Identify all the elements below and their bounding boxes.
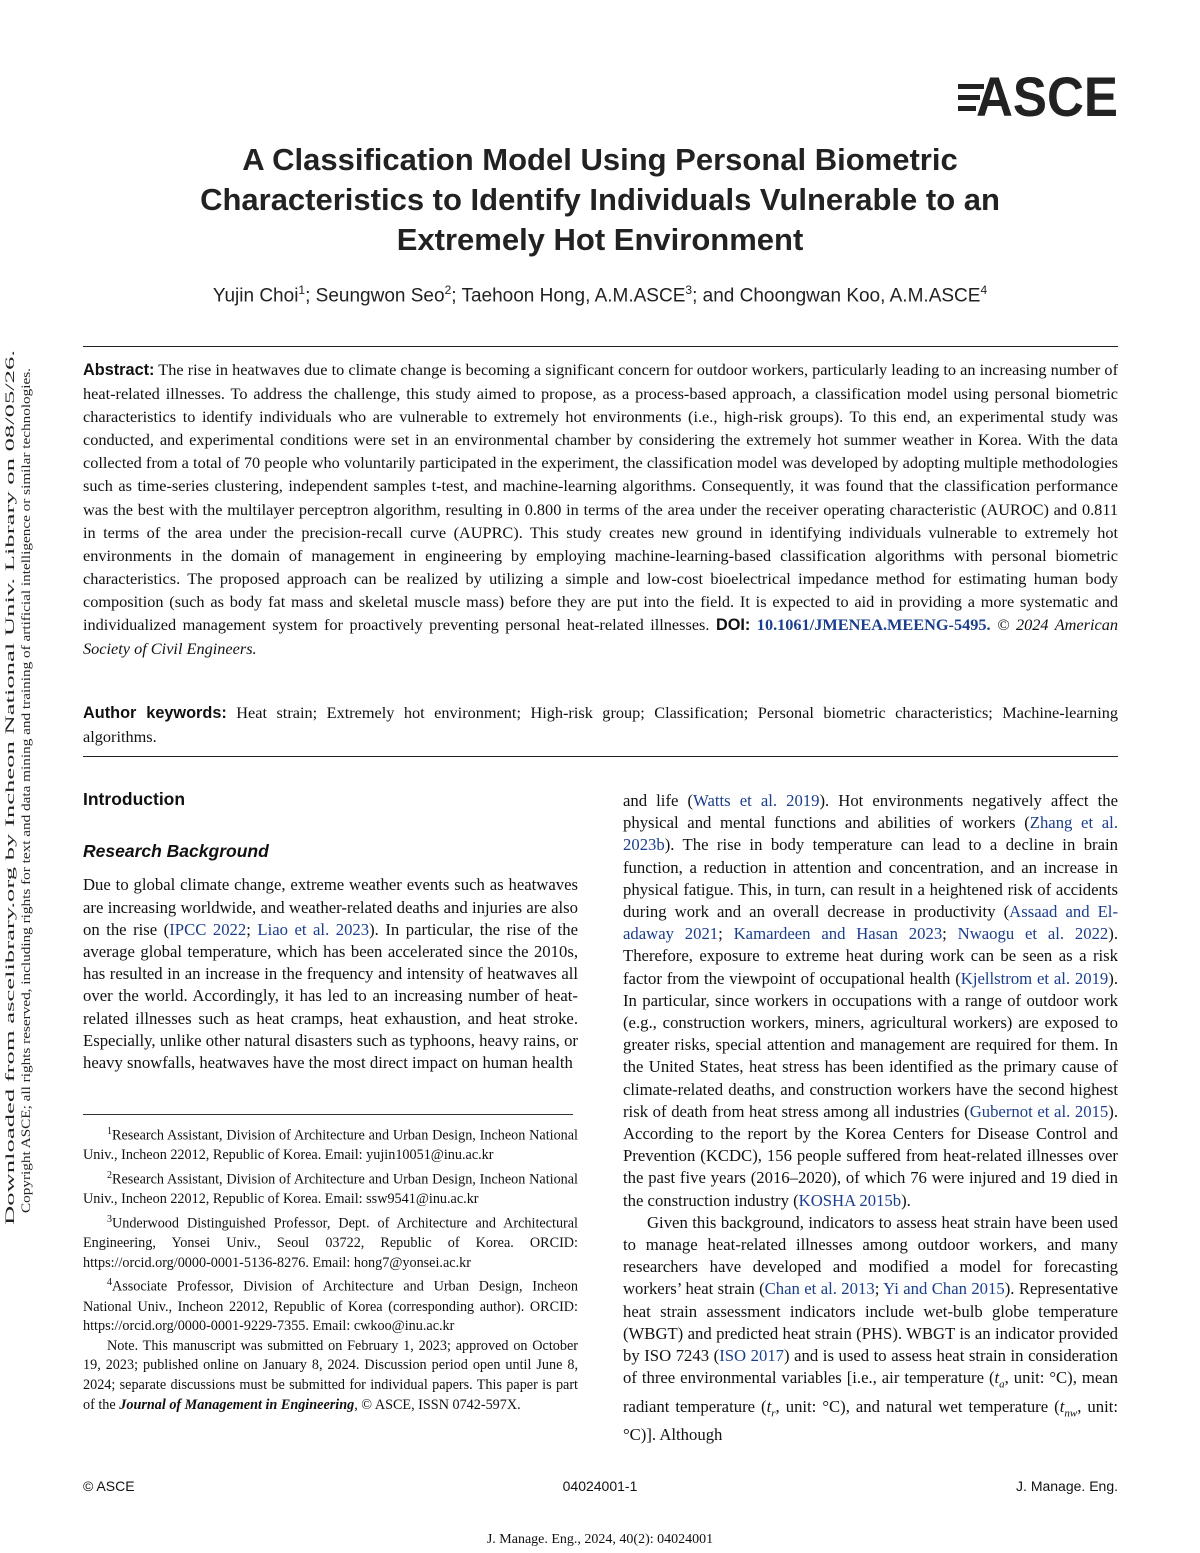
- citation-link[interactable]: KOSHA 2015b: [798, 1190, 902, 1210]
- author-name: Seungwon Seo: [315, 285, 445, 307]
- abstract-copyright: © 2024 American Society of Civil Engineers.: [83, 615, 1118, 659]
- journal-name: Journal of Management in Engineering: [119, 1396, 355, 1413]
- left-column: [83, 788, 578, 1074]
- keywords-label: Author keywords:: [83, 704, 227, 722]
- author-name: Yujin Choi: [212, 285, 299, 307]
- citation-link[interactable]: ISO 2017: [719, 1346, 785, 1366]
- footnote-rule: [83, 1114, 573, 1115]
- citation-link[interactable]: Watts et al. 2019: [693, 791, 820, 810]
- subsection-heading: Research Background: [83, 841, 269, 862]
- download-sidebar: [0, 345, 60, 1225]
- citation-link[interactable]: Kamardeen and Hasan 2023: [733, 924, 943, 944]
- author-list: Yujin Choi$^1$; Seungwon Seo$^2$; Taehoon Hong, A.M.ASCE$^3$; and Choongwan Koo, A.M.ASCE$^4$: [212, 283, 988, 307]
- body-paragraph: Given this background, indicators to assess heat strain have been used to manage heat-related illnesses among outdoor workers, and many researchers have developed and modified a model for forecasting workers’ heat strain (Chan et al. 2013; Yi and Chan 2015). Representative heat strain assessment indicators include wet-bulb globe temperature (WBGT) and predicted heat strain (PHS). WBGT is an indicator provided by ISO 7243 (ISO 2017) and is used to assess heat strain in consideration of three environmental variables [i.e., air temperature ($t_a$, unit: °C), mean radiant temperature ($t_r$, unit: °C), and natural wet temperature ($t_{nw}$, unit: °C)]. Although: [623, 1212, 1118, 1445]
- abstract-text: The rise in heatwaves due to climate change is becoming a significant concern for outdoor workers, particularly leading to an increasing number of heat-related illnesses. To address the challenge, this study aimed to propose, as a process-based approach, a classification model using personal biometric characteristics to identify individuals who are vulnerable to extremely hot environments (i.e., high-risk groups). To this end, an experimental study was conducted, and experimental conditions were set in an environmental chamber by considering the extremely hot summer weather in Korea. With the data collected from a total of 70 people who voluntarily participated in the experiment, the classification model was developed by adopting multiple methodologies such as time-series clustering, independent samples t-test, and machine-learning algorithms. Consequently, it was found that the classification performance was the best with the multilayer perceptron algorithm, resulting in 0.800 in terms of the area under the receiver operating characteristic (AUROC) and 0.811 in terms of the area under the precision-recall curve (AUPRC). This study creates new ground in identifying individuals vulnerable to extremely hot environments in the domain of management in engineering by employing machine-learning-based classification algorithms with personal biometric characteristics. The proposed approach can be realized by utilizing a simple and low-cost bioelectrical impedance method for estimating human body composition (such as body fat mass and skeletal muscle mass) before they are put into the field. It is expected to aid in providing a more systematic and individualized management system for proactively preventing personal heat-related illnesses.: [83, 360, 1118, 635]
- abstract-label: Abstract:: [83, 361, 155, 379]
- citation-link[interactable]: Gubernot et al. 2015: [969, 1101, 1109, 1121]
- citation-link[interactable]: Chan et al. 2013: [764, 1279, 875, 1299]
- citation-link[interactable]: Liao et al. 2023: [257, 919, 370, 939]
- footer-page-number: 04024001-1: [562, 1478, 638, 1494]
- keywords-text: Heat strain; Extremely hot environment; High-risk group; Classification; Personal biometric characteristics; Machine-learning algorithms.: [83, 703, 1118, 746]
- author-keywords: [83, 701, 1118, 748]
- body-paragraph: and life (Watts et al. 2019). Hot environments negatively affect the physical and mental functions and abilities of workers (Zhang et al. 2023b). The rise in body temperature can lead to a decline in brain function, a reduction in attention and concentration, and an increase in physical fatigue. This, in turn, can result in a heightened risk of accidents during work and an overall decrease in productivity (Assaad and El-adaway 2021; Kamardeen and Hasan 2023; Nwaogu et al. 2022). Therefore, exposure to extreme heat during work can be seen as a risk factor from the viewpoint of occupational health (Kjellstrom et al. 2019). In particular, since workers in occupations with a range of outdoor work (e.g., construction workers, miners, agricultural workers) are exposed to greater risks, special attention and management are required for them. In the United States, heat stress has been identified as the primary cause of climate-related deaths, and construction workers have the second highest risk of death from heat stress among all industries (Gubernot et al. 2015). According to the report by the Korea Centers for Disease Control and Prevention (KCDC), 156 people suffered from heat-related illnesses over the past five years (2016–2020), of which 76 were injured and 19 died in the construction industry (KOSHA 2015b).: [623, 791, 1119, 1210]
- footnotes: [83, 1122, 578, 1415]
- author-name: Choongwan Koo, A.M.ASCE: [739, 285, 981, 307]
- footer-left: © ASCE: [83, 1478, 135, 1494]
- submission-note: Note. This manuscript was submitted on February 1, 2023; approved on October 19, 2023; published online on January 8, 2024. Discussion period open until June 8, 2024; separate discussions must be submitted for individual papers. This paper is part of the Journal of Management in Engineering, © ASCE, ISSN 0742-597X.: [83, 1337, 578, 1413]
- citation-link[interactable]: Kjellstrom et al. 2019: [960, 968, 1109, 988]
- footnote-4: $^4$Associate Professor, Division of Architecture and Urban Design, Incheon National Univ., Incheon 22012, Republic of Korea (corresponding author). ORCID: https://orcid.org/0000-0001-9229-7355. Email: cwkoo@inu.ac.kr: [83, 1277, 578, 1335]
- author-name: Taehoon Hong, A.M.ASCE: [461, 285, 686, 307]
- citation-link[interactable]: Zhang et al. 2023b: [623, 813, 1118, 855]
- citation-link[interactable]: Nwaogu et al. 2022: [957, 924, 1109, 944]
- citation-link[interactable]: Assaad and El-adaway 2021: [623, 902, 1118, 944]
- citation-link[interactable]: IPCC 2022: [169, 919, 247, 939]
- right-column: [623, 790, 1118, 1447]
- abstract-top-rule: [83, 346, 1118, 347]
- intro-paragraph: Due to global climate change, extreme weather events such as heatwaves are increasing worldwide, and weather-related deaths and injuries are also on the rise (IPCC 2022; Liao et al. 2023). In particular, the rise of the average global temperature, which has been accelerated since the 2010s, has resulted in an increase in the frequency and intensity of heatwaves all over the world. Accordingly, it has led to an increasing number of heat-related illnesses such as heat cramps, heat exhaustion, and heat stroke. Especially, unlike other natural disasters such as typhoons, heavy rains, or heavy snowfalls, heatwaves have the most direct impact on human health: [83, 875, 578, 1073]
- abstract: [83, 358, 1118, 660]
- doi-link[interactable]: 10.1061/JMENEA.MEENG-5495.: [756, 615, 991, 635]
- logo-text: ASCE: [976, 68, 1118, 120]
- footer-right: J. Manage. Eng.: [1016, 1478, 1118, 1494]
- footnote-1: $^1$Research Assistant, Division of Architecture and Urban Design, Incheon National Univ., Incheon 22012, Republic of Korea. Email: yujin10051@inu.ac.kr: [83, 1126, 578, 1164]
- footnote-3: $^3$Underwood Distinguished Professor, Dept. of Architecture and Architectural Engineering, Yonsei Univ., Seoul 03722, Republic of Korea. ORCID: https://orcid.org/0000-0001-5136-8276. Email: hong7@yonsei.ac.kr: [83, 1213, 578, 1271]
- footnote-2: $^2$Research Assistant, Division of Architecture and Urban Design, Incheon National Univ., Incheon 22012, Republic of Korea. Email: ssw9541@inu.ac.kr: [83, 1169, 578, 1208]
- citation-line: J. Manage. Eng., 2024, 40(2): 04024001: [486, 1532, 714, 1547]
- citation-link[interactable]: Yi and Chan 2015: [883, 1279, 1005, 1299]
- section-heading: Introduction: [83, 789, 186, 809]
- sidebar-download-line: Downloaded from ascelibrary.org by Incheon National Univ. Library on 08/05/26.: [3, 814, 17, 1225]
- sidebar-copyright-line: Copyright ASCE; all rights reserved, including rights for text and data mining and training of artificial intelligence or similar technologies.: [19, 519, 33, 1213]
- doi-label: DOI:: [715, 616, 751, 635]
- asce-logo: [958, 68, 1120, 120]
- abstract-bottom-rule: [83, 756, 1118, 757]
- paper-title: A Classification Model Using Personal Biometric Characteristics to Identify Individuals Vulnerable to an Extremely Hot Environment: [200, 142, 1000, 257]
